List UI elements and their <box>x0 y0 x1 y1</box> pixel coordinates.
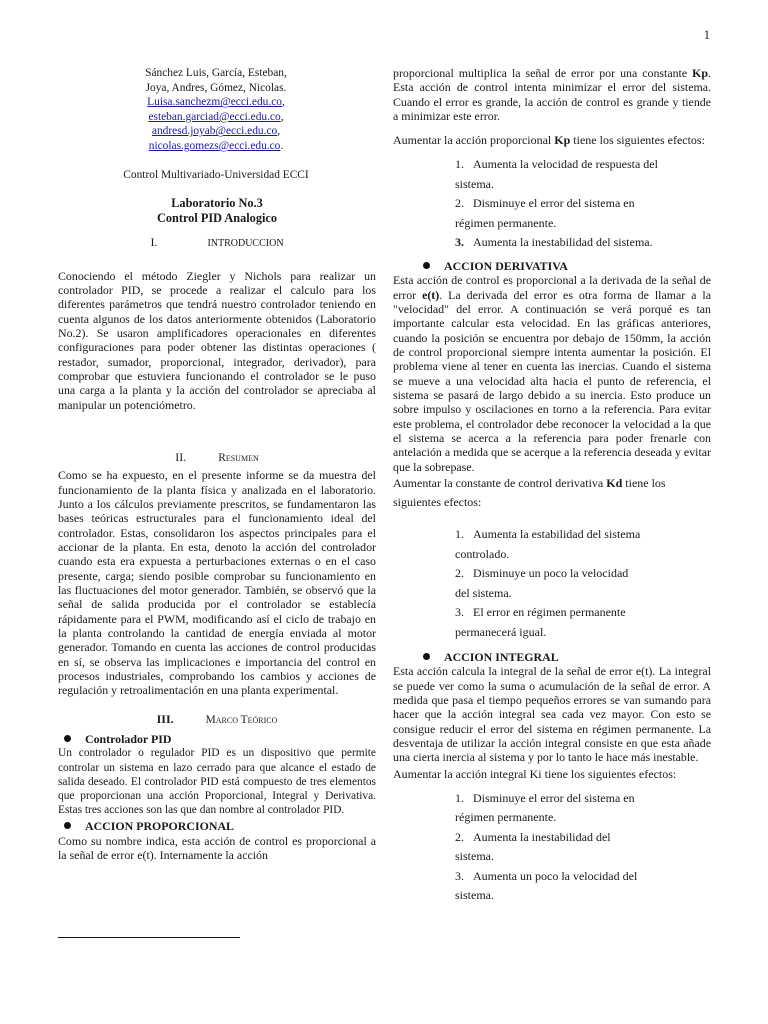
integral-paragraph: Esta acción calcula la integral de la señal de error e(t). La integral se puede ver como la suma o acumulación de la señal de error. A medida que pasa el tiempo pequeños errores se van sumando para hacer que la acción integral sea cada vez mayor. Con esto se consigue reducir el error del sistema en régimen permanente. La desventaja de utilizar la acción integral consiste en que esta añade una cierta inercia al sistema y por lo tanto le hace más inestable. <box>393 664 711 765</box>
title-line-2: Control PID Analogico <box>156 211 277 226</box>
list-item: 3. El error en régimen permanente permanecerá igual. <box>455 605 626 639</box>
section-title: Marco Teórico <box>205 713 278 726</box>
list-item: 2. Disminuye el error del sistema en régimen permanente. <box>455 196 635 230</box>
proporcional-effects-intro: Aumentar la acción proporcional Kp tiene los siguientes efectos: <box>393 133 705 148</box>
derivativa-effects-list <box>455 525 645 642</box>
author-names-1: Sánchez Luis, García, Esteban, <box>145 67 287 79</box>
list-item: 1. Aumenta la estabilidad del sistema controlado. <box>455 527 641 561</box>
section-number: I. <box>150 235 158 250</box>
paper-title <box>58 196 376 226</box>
email-link-2[interactable]: esteban.garciad@ecci.edu.co <box>148 110 281 123</box>
footnote-divider <box>58 937 240 938</box>
affiliation: Control Multivariado-Universidad ECCI <box>123 168 309 181</box>
proporcional-paragraph-cont: proporcional multiplica la señal de error por una constante Kp. Esta acción de control intenta minimizar el error del sistema. Cuando el error es grande, la acción de control es grande y tiende a minimizar este error. <box>393 66 711 124</box>
subheading-accion-derivativa: ACCION DERIVATIVA <box>393 259 711 273</box>
section-heading-marco <box>58 712 376 727</box>
resumen-paragraph: Como se ha expuesto, en el presente informe se da muestra del funcionamiento de la planta física y analizada en el laboratorio. Junto a los cálculos previamente prescritos, se fundamentaron las bases teóricas estructurales para el funcionamiento ideal del controlador. Estas, consolidaron los aspectos principales para el accionar de la planta. En esta, denoto la acción del controlador cuando esta era expuesta a perturbaciones externas o en el caso presente, carga; siendo posible comprobar su funcionamiento en las fluctuaciones del motor generador. También, se observó que la señal de salida producida por el controlador se establecía rápidamente para el PWM, modificando así el ciclo de trabajo en la planta controlando la cantidad de energía enviada al motor generador. Tomando en cuenta las acciones de control producidas en sí, se observa las implicaciones e importancia del control en procesos industriales, comprobando los cambios y acciones de regulación y retroalimentación en una planta experimental. <box>58 468 376 698</box>
integral-effects-intro: Aumentar la acción integral Ki tiene los siguientes efectos: <box>393 766 677 781</box>
section-title: Resumen <box>218 451 259 464</box>
bullet-icon <box>64 735 71 742</box>
derivativa-paragraph: Esta acción de control es proporcional a la derivada de la señal de error e(t). La derivada del error es otra forma de llamar a la "velocidad" del error. A continuación se verá porqué es tan importante calcular esta velocidad. En las gráficas anteriores, cuando la posición se encuentra por debajo de 150mm, la acción de control proporcional siempre intenta aumentar la posición. El problema viene al tener en cuenta las inercias. Cuando el sistema se mueve a una velocidad alta hacia el punto de referencia, el sistema se pasará de largo debido a su inercia. Esto produce un sobre impulso y oscilaciones en torno a la referencia. Para evitar este problema, el controlador debe reconocer la velocidad a la que el sistema se acerca a la referencia para poder frenarle con antelación a medida que se acerque a la referencia deseada y evitar que la sobrepase. <box>393 273 711 474</box>
right-column <box>393 66 711 906</box>
email-link-4[interactable]: nicolas.gomezs@ecci.edu.co <box>148 139 281 152</box>
pid-paragraph: Un controlador o regulador PID es un dispositivo que permite controlar un sistema en lazo cerrado para que alcance el estado de salida deseado. El controlador PID está compuesto de tres elementos que proporcionan una acción Proporcional, Integral y Derivativa. Estas tres acciones son las que dan nombre al controlador PID. <box>58 747 376 817</box>
section-number: III. <box>156 711 174 726</box>
list-item: 3. Aumenta la inestabilidad del sistema. <box>455 235 653 250</box>
intro-paragraph: Conociendo el método Ziegler y Nichols para realizar un controlador PID, se procede a realizar el calculo para los diferentes parámetros que tendrá nuestro controlador teniendo en cuenta algunos de los datos anteriormente obtenidos (Laboratorio No.2). Se usaron amplificadores operacionales en diferentes configuraciones para poder obtener las distintas operaciones ( restador, sumador, proporcional, integrador, derivador), para comprobar que estuviera funcionando el controlador se le puso una carga a la planta y la acción del controlador se apreciaba al manipular un potenciómetro. <box>58 268 376 412</box>
proporcional-paragraph-start: Como su nombre indica, esta acción de control es proporcional a la señal de error e(t). Internamente la acción <box>58 833 376 863</box>
integral-effects-list <box>455 789 645 906</box>
list-item: 1. Aumenta la velocidad de respuesta del sistema. <box>455 157 658 191</box>
derivativa-effects-intro: Aumentar la constante de control derivativa Kd tiene los siguientes efectos: <box>393 476 666 510</box>
bullet-icon <box>64 822 71 829</box>
bullet-icon <box>423 653 430 660</box>
section-number: II. <box>175 449 187 464</box>
list-item: 1. Disminuye el error del sistema en régimen permanente. <box>455 790 635 825</box>
author-names-2: Joya, Andres, Gómez, Nicolas. <box>145 81 287 94</box>
bullet-icon <box>423 262 430 269</box>
section-title: INTRODUCCION <box>207 238 284 250</box>
subheading-controlador-pid: Controlador PID <box>58 732 376 746</box>
list-item: 2. Aumenta la inestabilidad del sistema. <box>455 829 611 864</box>
list-item: 2. Disminuye un poco la velocidad del sistema. <box>455 566 629 600</box>
title-line-1: Laboratorio No.3 <box>171 196 263 211</box>
section-heading-intro <box>58 235 376 251</box>
left-column <box>58 66 376 863</box>
list-item: 3. Aumenta un poco la velocidad del sistema. <box>455 868 638 903</box>
subheading-accion-integral: ACCION INTEGRAL <box>393 650 711 664</box>
page-number: 1 <box>703 28 710 42</box>
section-heading-resumen <box>58 450 376 465</box>
proporcional-effects-list <box>455 155 675 253</box>
email-link-1[interactable]: Luisa.sanchezm@ecci.edu.co <box>147 96 282 109</box>
author-block: Sánchez Luis, García, Esteban, Joya, Andres, Gómez, Nicolas. Luisa.sanchezm@ecci.edu.co, esteban.garciad@ecci.edu.co, andresd.joyab@ecci.edu.co, nicolas.gomezs@ecci.edu.co. Control Multivariado-Universidad ECCI <box>66 66 366 182</box>
subheading-accion-proporcional: ACCION PROPORCIONAL <box>58 819 376 833</box>
email-link-3[interactable]: andresd.joyab@ecci.edu.co <box>151 125 278 138</box>
